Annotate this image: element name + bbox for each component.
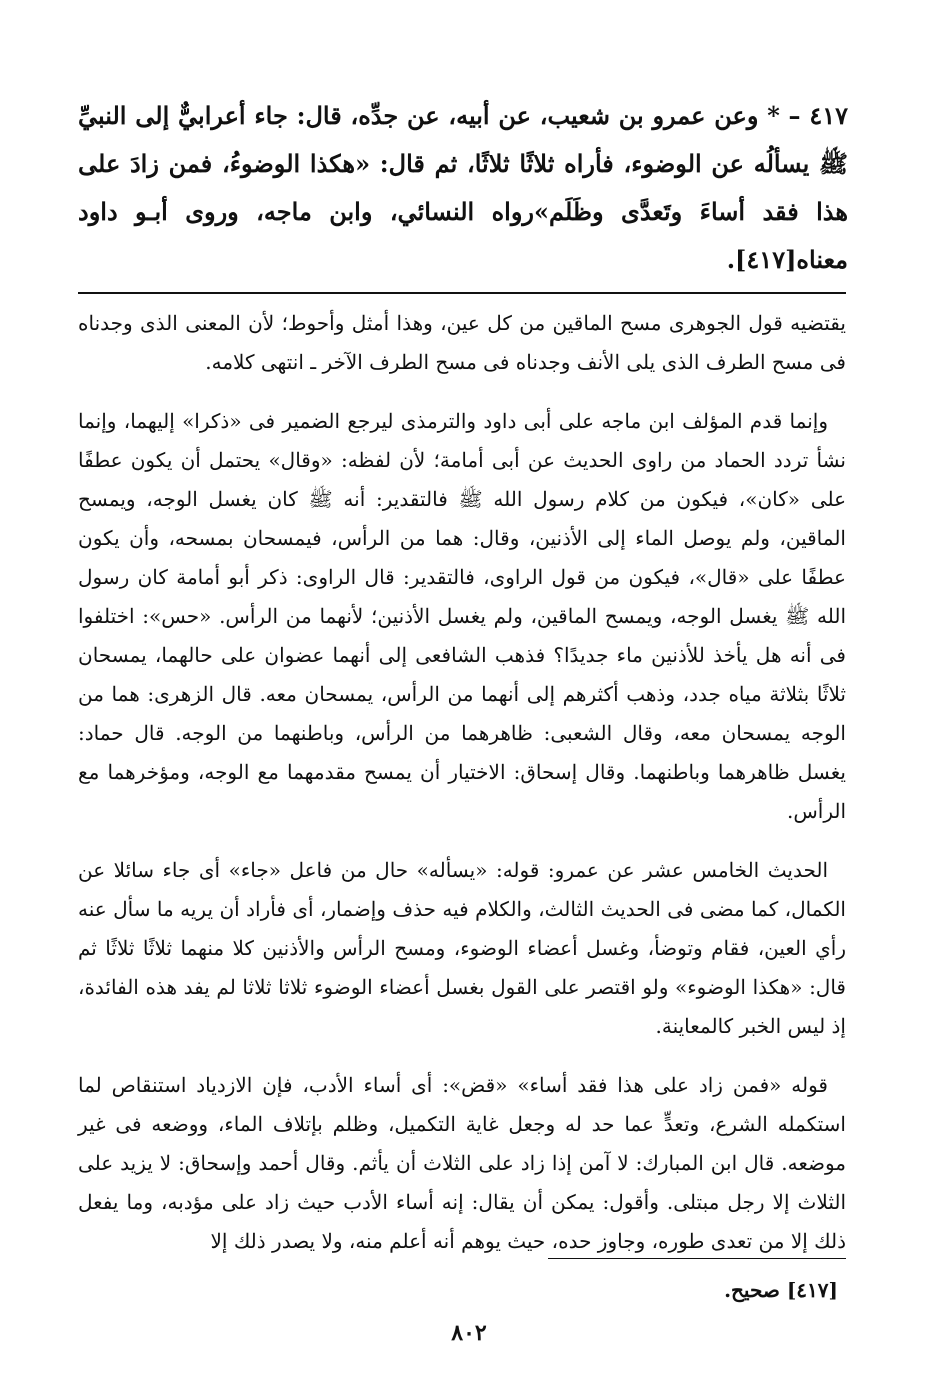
commentary bbox=[78, 304, 846, 1281]
commentary-paragraph-4: قوله «فمن زاد على هذا فقد أساء» «قض»: أى أساء الأدب، فإن الازدياد استنقاص لما استكمله الشرع، وتعدٍّ عما حد له وجعل غاية التكميل، وظلم بإتلاف الماء، ووضعه فى غير موضعه. قال ابن المبارك: لا آمن إذا زاد على الثلاث أن يأثم. وقال أحمد وإسحاق: لا يزيد على الثلاث إلا رجل مبتلى. وأقول: يمكن أن يقال: إنه أساء الأدب حيث زاد على مؤدبه، وما يفعل ذلك إلا من تعدى طوره، وجاوز حده، حيث يوهم أنه أعلم منه، ولا يصدر ذلك إلا bbox=[78, 1073, 846, 1253]
commentary-paragraph-1: يقتضيه قول الجوهرى مسح الماقين من كل عين، وهذا أمثل وأحوط؛ لأن المعنى الذى وجدناه فى مسح الطرف الذى يلى الأنف وجدناه فى مسح الطرف الآخر ـ انتهى كلامه. bbox=[78, 311, 846, 374]
hadith-text: ٤١٧ – * وعن عمرو بن شعيب، عن أبيه، عن جدِّه، قال: جاء أعرابيٌّ إلى النبيِّ ﷺ يسألُه عن الوضوء، فأراه ثلاثًا ثلاثًا، ثم قال: «هكذا الوضوءُ، فمن زادَ على هذا فقد أساءَ وتَعدَّى وظَلَم»رواه النسائي، وابن ماجه، وروى أبـو داود معناه[٤١٧]. bbox=[78, 101, 848, 274]
commentary-paragraph-3: الحديث الخامس عشر عن عمرو: قوله: «يسأله» حال من فاعل «جاء» أى جاء سائلا عن الكمال، كما مضى فى الحديث الثالث، والكلام فيه حذف وإضمار، أى فأراد أن يريه ما سأل عنه رأي العين، فقام وتوضأ، وغسل أعضاء الوضوء، ومسح الرأس والأذنين كلا منهما ثلاثًا ثلاثًا ثم قال: «هكذا الوضوء» ولو اقتصر على القول بغسل أعضاء الوضوء ثلاثا ثلاثا لم يفد هذه الفائدة، إذ ليس الخبر كالمعاينة. bbox=[78, 858, 846, 1038]
main-divider bbox=[78, 292, 846, 294]
commentary-paragraph-2: وإنما قدم المؤلف ابن ماجه على أبى داود والترمذى ليرجع الضمير فى «ذكرا» إليهما، وإنما نشأ تردد الحماد من راوى الحديث عن أبى أمامة؛ لأن لفظه: «وقال» يحتمل أن يكون عطفًا على «كان»، فيكون من كلام رسول الله ﷺ فالتقدير: أنه ﷺ كان يغسل الوجه، ويمسح الماقين، ولم يوصل الماء إلى الأذنين، وقال: هما من الرأس، فيمسحان بمسحه، وأن يكون عطفًا على «قال»، فيكون من قول الراوى، فالتقدير: قال الراوى: ذكر أبو أمامة كان رسول الله ﷺ يغسل الوجه، ويمسح الماقين، ولم يغسل الأذنين؛ لأنهما من الرأس. «حس»: اختلفوا فى أنه هل يأخذ للأذنين ماء جديدًا؟ فذهب الشافعى إلى أنهما عضوان على حالهما، يمسحان ثلاثًا بثلاثة مياه جدد، وذهب أكثرهم إلى أنهما من الرأس، يمسحان معه. قال الزهرى: هما من الوجه يمسحان معه، وقال الشعبى: ظاهرهما من الرأس، وباطنهما من الوجه. قال حماد: يغسل ظاهرهما وباطنهما. وقال إسحاق: الاختيار أن يمسح مقدمهما مع الوجه، ومؤخرهما مع الرأس. bbox=[78, 409, 846, 823]
page-number: ٨٠٢ bbox=[451, 1320, 487, 1346]
footnote: [٤١٧] صحيح. bbox=[724, 1278, 838, 1302]
footnote-divider bbox=[548, 1258, 846, 1259]
